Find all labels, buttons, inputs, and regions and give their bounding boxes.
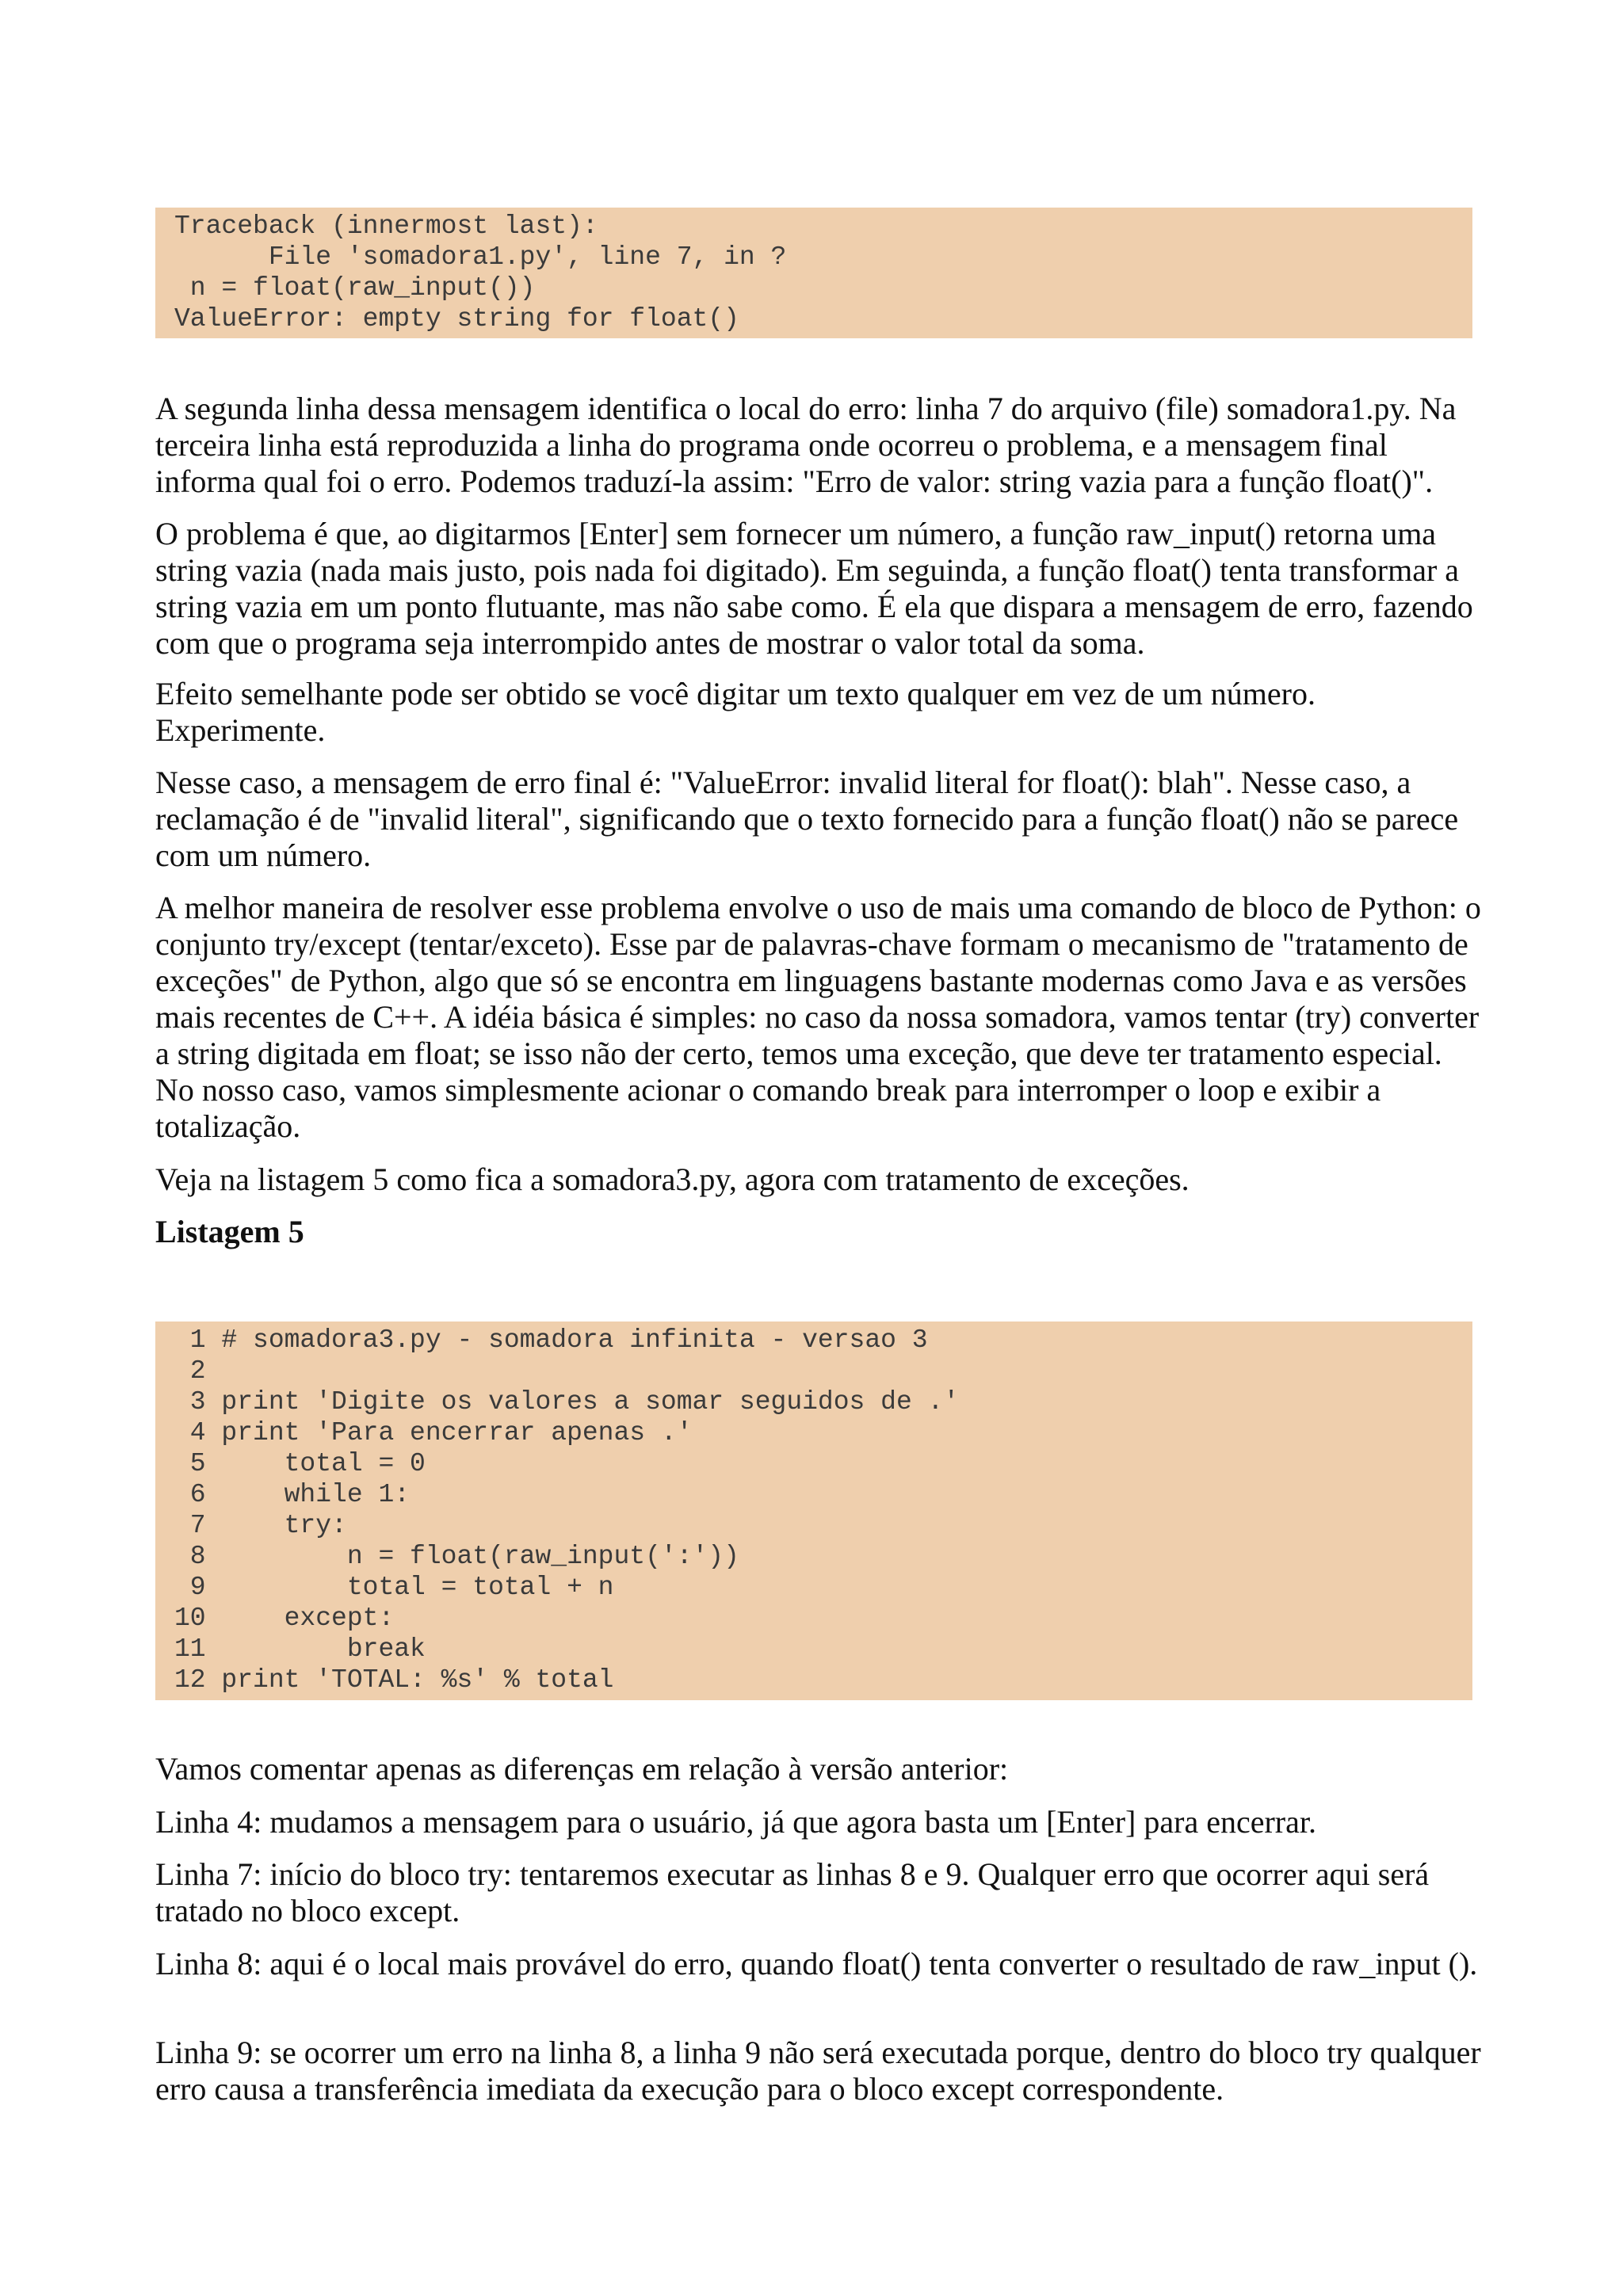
code-line: 12 print 'TOTAL: %s' % total xyxy=(174,1665,614,1695)
code-line: Traceback (innermost last): xyxy=(174,212,598,241)
code-line: 1 # somadora3.py - somadora infinita - versao 3 xyxy=(174,1325,928,1355)
paragraph: Linha 4: mudamos a mensagem para o usuário, já que agora basta um [Enter] para encerrar. xyxy=(155,1804,1316,1840)
code-line: 8 n = float(raw_input(':')) xyxy=(174,1542,739,1571)
paragraph: Linha 7: início do bloco try: tentaremos executar as linhas 8 e 9. Qualquer erro que ocorrer aqui será tratado no bloco except. xyxy=(155,1856,1430,1928)
code-line: ValueError: empty string for float() xyxy=(174,304,739,334)
code-line: 11 break xyxy=(174,1634,426,1664)
code-line: 5 total = 0 xyxy=(174,1449,426,1478)
paragraph: Linha 9: se ocorrer um erro na linha 8, a linha 9 não será executada porque, dentro do bloco try qualquer erro causa a transferência imediata da execução para o bloco except correspondente. xyxy=(155,2035,1481,2107)
paragraph: Veja na listagem 5 como fica a somadora3.py, agora com tratamento de exceções. xyxy=(155,1161,1190,1197)
paragraph: A melhor maneira de resolver esse problema envolve o uso de mais uma comando de bloco de Python: o conjunto try/except (tentar/exceto). Esse par de palavras-chave formam o mecanismo de "tratamento de exceções" de Python, algo que só se encontra em linguagens bastante modernas como Java e as versões mais recentes de C++. A idéia básica é simples: no caso da nossa somadora, vamos tentar (try) converter a string digitada em float; se isso não der certo, temos uma exceção, que deve ter tratamento especial. No nosso caso, vamos simplesmente acionar o comando break para interromper o loop e exibir a totalização. xyxy=(155,890,1481,1144)
paragraph: Vamos comentar apenas as diferenças em relação à versão anterior: xyxy=(155,1751,1009,1787)
paragraph: Efeito semelhante pode ser obtido se você digitar um texto qualquer em vez de um número. Experimente. xyxy=(155,676,1316,748)
code-line: n = float(raw_input()) xyxy=(174,273,536,303)
code-line: 2 xyxy=(174,1356,206,1386)
paragraph: Linha 8: aqui é o local mais provável do erro, quando float() tenta converter o resultado de raw_input (). xyxy=(155,1946,1478,1981)
traceback-code-block xyxy=(155,208,1472,338)
paragraph: O problema é que, ao digitarmos [Enter] sem fornecer um número, a função raw_input() retorna uma string vazia (nada mais justo, pois nada foi digitado). Em seguinda, a função float() tenta transformar a string vazia em um ponto flutuante, mas não sabe como. É ela que dispara a mensagem de erro, fazendo com que o programa seja interrompido antes de mostrar o valor total da soma. xyxy=(155,516,1473,661)
code-line: 6 while 1: xyxy=(174,1480,411,1509)
paragraph: A segunda linha dessa mensagem identifica o local do erro: linha 7 do arquivo (file) somadora1.py. Na terceira linha está reproduzida a linha do programa onde ocorreu o problema, e a mensagem final informa qual foi o erro. Podemos traduzí-la assim: "Erro de valor: string vazia para a função float()". xyxy=(155,391,1457,499)
code-line: File 'somadora1.py', line 7, in ? xyxy=(174,242,787,272)
listing-title: Listagem 5 xyxy=(155,1214,304,1249)
code-line: 9 total = total + n xyxy=(174,1573,614,1602)
code-line: 7 try: xyxy=(174,1511,347,1540)
paragraph: Nesse caso, a mensagem de erro final é: "ValueError: invalid literal for float(): blah". Nesse caso, a reclamação é de "invalid literal", significando que o texto fornecido para a função float() não se parece com um número. xyxy=(155,765,1459,873)
code-line: 4 print 'Para encerrar apenas .' xyxy=(174,1418,693,1447)
listing-code-block xyxy=(155,1322,1472,1700)
code-line: 10 except: xyxy=(174,1604,395,1633)
code-line: 3 print 'Digite os valores a somar seguidos de .' xyxy=(174,1387,960,1417)
